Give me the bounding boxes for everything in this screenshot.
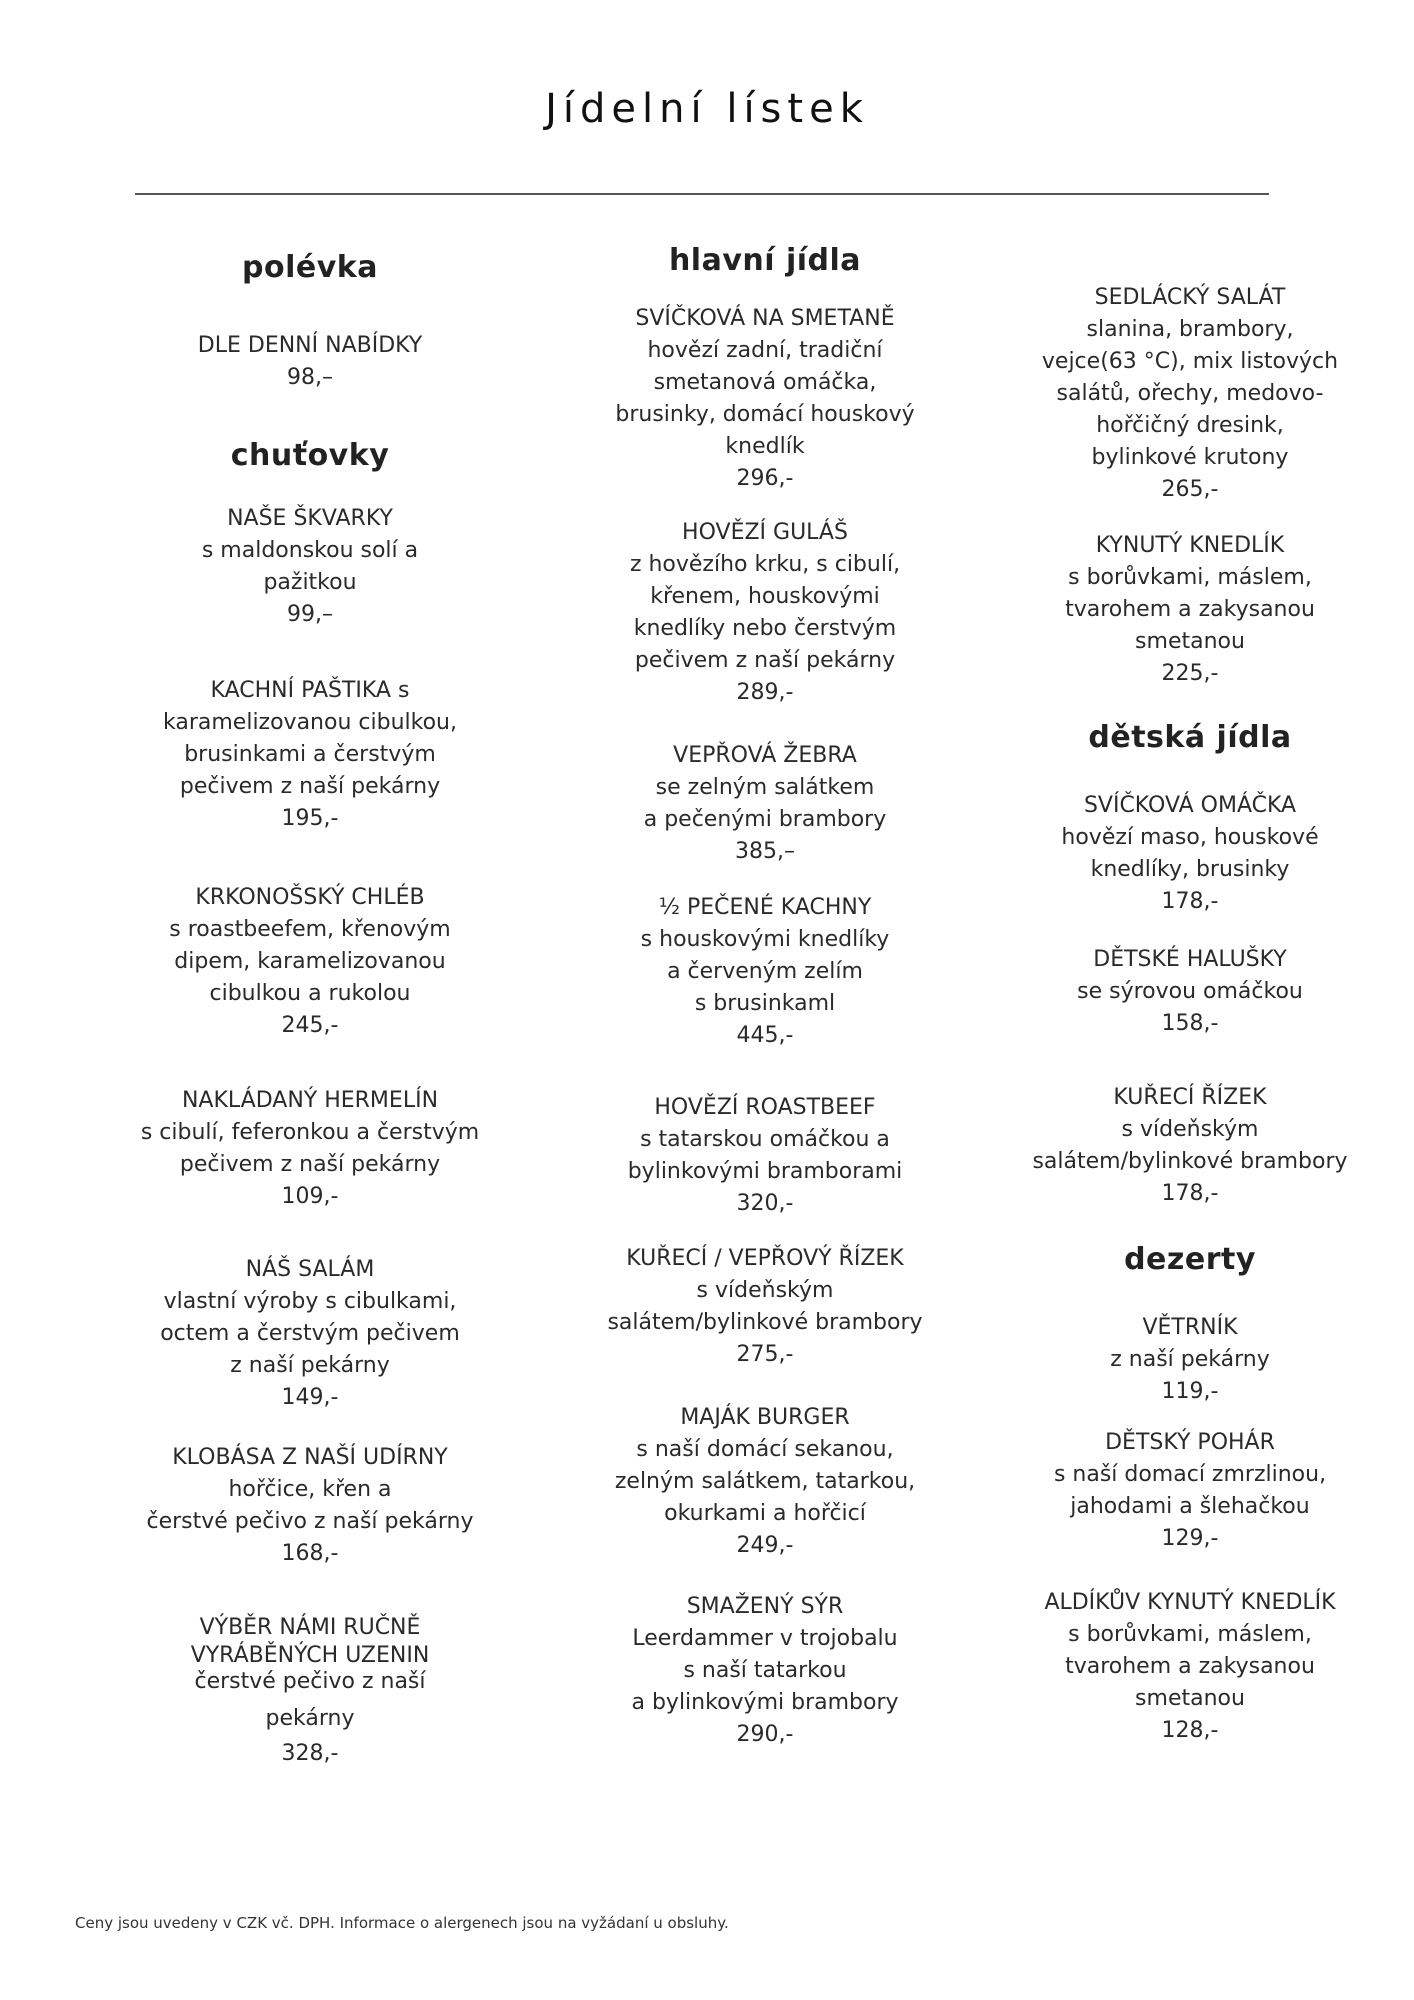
item-description: a bylinkovými brambory	[631, 1690, 899, 1715]
item-name: NAŠE ŠKVARKY	[227, 506, 393, 531]
item-name: KUŘECÍ ŘÍZEK	[1113, 1085, 1267, 1110]
item-description: s maldonskou solí a	[201, 538, 419, 563]
menu-item	[90, 675, 530, 835]
item-description: pekárny	[265, 1706, 355, 1731]
item-price: 158,-	[1161, 1011, 1219, 1036]
item-name: VEPŘOVÁ ŽEBRA	[673, 743, 857, 768]
item-name: SVÍČKOVÁ OMÁČKA	[1083, 793, 1297, 818]
section-heading-mains: hlavní jídla	[668, 243, 862, 278]
menu-item	[90, 1254, 530, 1414]
item-description: se sýrovou omáčkou	[1077, 979, 1303, 1004]
item-price: 385,–	[735, 839, 795, 864]
item-description: z naší pekárny	[1110, 1347, 1270, 1372]
section-heading-snacks: chuťovky	[230, 438, 390, 473]
menu-item	[90, 1442, 530, 1570]
item-name: DĚTSKÉ HALUŠKY	[1093, 947, 1287, 972]
item-name: KUŘECÍ / VEPŘOVÝ ŘÍZEK	[626, 1246, 904, 1271]
item-description: křenem, houskovými	[650, 584, 880, 609]
item-name: ALDÍKŮV KYNUTÝ KNEDLÍK	[1044, 1590, 1336, 1615]
item-price: 195,-	[281, 806, 339, 831]
item-description: slanina, brambory,	[1086, 317, 1294, 342]
item-price: 320,-	[736, 1191, 794, 1216]
item-price: 328,-	[281, 1741, 339, 1766]
item-name: SEDLÁCKÝ SALÁT	[1094, 285, 1286, 310]
item-description: salátem/bylinkové brambory	[607, 1310, 923, 1335]
menu-column-1	[90, 0, 530, 2000]
item-description: smetanou	[1135, 1686, 1245, 1711]
item-price: 149,-	[281, 1385, 339, 1410]
menu-item	[540, 517, 990, 709]
item-description: a pečenými brambory	[643, 807, 887, 832]
item-name: NAKLÁDANÝ HERMELÍN	[181, 1088, 439, 1113]
menu-item	[995, 1587, 1385, 1747]
item-price: 290,-	[736, 1722, 794, 1747]
item-price: 445,-	[736, 1023, 794, 1048]
item-description: pečivem z naší pekárny	[634, 648, 896, 673]
section-heading-desserts: dezerty	[1124, 1242, 1256, 1277]
menu-item	[995, 1427, 1385, 1555]
item-description: čerstvé pečivo z naší pekárny	[146, 1509, 474, 1534]
item-name: SVÍČKOVÁ NA SMETANĚ	[635, 306, 895, 331]
item-price: 265,-	[1161, 477, 1219, 502]
item-description: dipem, karamelizovanou	[174, 949, 446, 974]
item-price: 245,-	[281, 1013, 339, 1038]
item-price: 275,-	[736, 1342, 794, 1367]
item-price: 99,–	[287, 602, 333, 627]
menu-item	[90, 1612, 530, 1770]
item-price: 289,-	[736, 680, 794, 705]
item-description: se zelným salátkem	[655, 775, 875, 800]
item-description: s houskovými knedlíky	[640, 927, 890, 952]
item-name: MAJÁK BURGER	[680, 1405, 850, 1430]
item-name: SMAŽENÝ SÝR	[686, 1594, 844, 1619]
item-name: VĚTRNÍK	[1142, 1315, 1238, 1340]
item-price: 109,-	[281, 1184, 339, 1209]
page-title: Jídelní lístek	[545, 86, 869, 132]
item-price: 249,-	[736, 1533, 794, 1558]
item-description: s tatarskou omáčkou a	[640, 1127, 890, 1152]
item-description: cibulkou a rukolou	[209, 981, 411, 1006]
item-description: zelným salátkem, tatarkou,	[614, 1469, 916, 1494]
item-price: 178,-	[1161, 1181, 1219, 1206]
item-description: s borůvkami, máslem,	[1068, 1622, 1312, 1647]
item-description: pečivem z naší pekárny	[179, 1152, 441, 1177]
item-description: brusinky, domácí houskový	[615, 402, 915, 427]
item-description: knedlík	[725, 434, 805, 459]
menu-item	[995, 790, 1385, 918]
item-description: knedlíky nebo čerstvým	[633, 616, 897, 641]
item-name: HOVĚZÍ ROASTBEEF	[654, 1095, 876, 1120]
item-description: s roastbeefem, křenovým	[169, 917, 451, 942]
item-description: Leerdammer v trojobalu	[632, 1626, 898, 1651]
item-description: bylinkovými bramborami	[627, 1159, 903, 1184]
item-price: 98,–	[287, 365, 333, 390]
item-description: bylinkové krutony	[1091, 445, 1289, 470]
item-description: vlastní výroby s cibulkami,	[163, 1289, 457, 1314]
item-description: smetanou	[1135, 629, 1245, 654]
item-name: DLE DENNÍ NABÍDKY	[197, 333, 423, 358]
item-description: pečivem z naší pekárny	[179, 774, 441, 799]
item-name: ½ PEČENÉ KACHNY	[658, 895, 872, 920]
item-description: hovězí zadní, tradiční	[647, 338, 883, 363]
item-description: octem a čerstvým pečivem	[160, 1321, 460, 1346]
menu-item	[90, 330, 530, 394]
item-name: KACHNÍ PAŠTIKA s	[210, 678, 410, 703]
menu-item	[995, 282, 1385, 506]
item-description: s cibulí, feferonkou a čerstvým	[140, 1120, 480, 1145]
menu-item	[540, 1092, 990, 1220]
menu-item	[995, 944, 1385, 1040]
item-description: s vídeňským	[696, 1278, 834, 1303]
menu-item	[90, 503, 530, 631]
menu-item	[90, 1085, 530, 1213]
menu-item	[90, 882, 530, 1042]
menu-column-3	[995, 0, 1385, 2000]
menu-column-2	[540, 0, 990, 2000]
item-description: hořčice, křen a	[228, 1477, 392, 1502]
item-description: tvarohem a zakysanou	[1065, 597, 1315, 622]
menu-item	[995, 1082, 1385, 1210]
item-description: s naší domací zmrzlinou,	[1053, 1462, 1327, 1487]
item-description: tvarohem a zakysanou	[1065, 1654, 1315, 1679]
item-description: čerstvé pečivo z naší	[194, 1669, 426, 1694]
menu-item	[540, 1402, 990, 1562]
item-description: smetanová omáčka,	[653, 370, 877, 395]
item-description: karamelizovanou cibulkou,	[163, 710, 457, 735]
item-name: NÁŠ SALÁM	[245, 1257, 375, 1282]
item-price: 296,-	[736, 466, 794, 491]
item-price: 129,-	[1161, 1526, 1219, 1551]
menu-item	[995, 530, 1385, 690]
item-description: s naší tatarkou	[683, 1658, 847, 1683]
item-description: hořčičný dresink,	[1096, 413, 1284, 438]
item-description: pažitkou	[263, 570, 357, 595]
item-name: KLOBÁSA Z NAŠÍ UDÍRNY	[172, 1445, 448, 1470]
item-price: 225,-	[1161, 661, 1219, 686]
item-description: s brusinkaml	[694, 991, 836, 1016]
item-name: VYRÁBĚNÝCH UZENIN	[190, 1643, 430, 1668]
item-description: hovězí maso, houskové	[1061, 825, 1319, 850]
menu-item	[995, 1312, 1385, 1408]
item-description: jahodami a šlehačkou	[1070, 1494, 1310, 1519]
menu-item	[540, 1243, 990, 1371]
item-description: s naší domácí sekanou,	[636, 1437, 894, 1462]
item-description: okurkami a hořčicí	[664, 1501, 866, 1526]
item-description: a červeným zelím	[667, 959, 863, 984]
item-description: salátem/bylinkové brambory	[1032, 1149, 1348, 1174]
item-name: DĚTSKÝ POHÁR	[1105, 1430, 1275, 1455]
item-price: 178,-	[1161, 889, 1219, 914]
menu-item	[540, 740, 990, 868]
item-description: z hovězího krku, s cibulí,	[629, 552, 901, 577]
menu-item	[540, 1591, 990, 1751]
item-description: knedlíky, brusinky	[1090, 857, 1290, 882]
item-description: salátů, ořechy, medovo-	[1056, 381, 1324, 406]
item-description: vejce(63 °C), mix listových	[1041, 349, 1339, 374]
item-description: z naší pekárny	[230, 1353, 390, 1378]
section-heading-kids: dětská jídla	[1088, 720, 1292, 755]
item-name: KYNUTÝ KNEDLÍK	[1095, 533, 1285, 558]
item-description: brusinkami a čerstvým	[184, 742, 436, 767]
item-description: s borůvkami, máslem,	[1068, 565, 1312, 590]
menu-item	[540, 303, 990, 495]
footer-note: Ceny jsou uvedeny v CZK vč. DPH. Informace o alergenech jsou na vyžádaní u obsluhy.	[75, 1914, 729, 1932]
item-price: 128,-	[1161, 1718, 1219, 1743]
item-name: VÝBĚR NÁMI RUČNĚ	[199, 1615, 421, 1640]
item-name: HOVĚZÍ GULÁŠ	[682, 520, 848, 545]
item-price: 119,-	[1161, 1379, 1219, 1404]
item-price: 168,-	[281, 1541, 339, 1566]
item-name: KRKONOŠSKÝ CHLÉB	[195, 885, 425, 910]
section-heading-soup: polévka	[242, 250, 378, 285]
item-description: s vídeňským	[1121, 1117, 1259, 1142]
menu-item	[540, 892, 990, 1052]
